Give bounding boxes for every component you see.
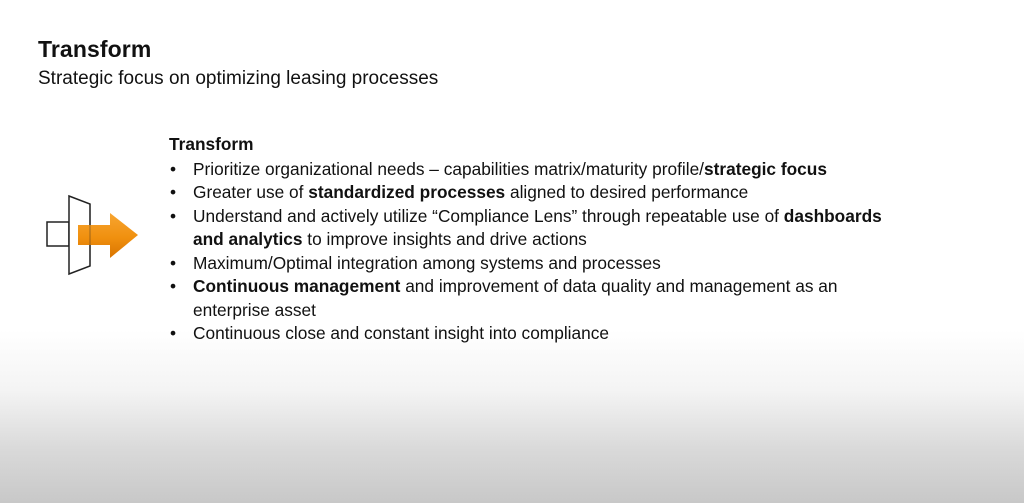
- bullet-marker: •: [170, 158, 177, 179]
- bullet-marker: •: [170, 276, 177, 296]
- content-block: [168, 133, 888, 346]
- list-item: • Prioritize organizational needs – capabilities matrix/maturity profile/strategic focus: [168, 158, 888, 182]
- section-heading: Transform: [169, 134, 254, 154]
- slide-subtitle: Strategic focus on optimizing leasing processes: [38, 68, 439, 89]
- slide-title: Transform: [38, 36, 152, 62]
- list-item: • Continuous management and improvement of data quality and management as an enterprise asset: [170, 276, 838, 320]
- bullet-marker: •: [170, 205, 177, 226]
- list-item: • Understand and actively utilize “Compliance Lens” through repeatable use of dashboards and analytics to improve insights and drive actions: [170, 205, 882, 249]
- transform-arrow-icon: [44, 192, 144, 276]
- bullet-marker: •: [170, 182, 177, 202]
- list-item: • Maximum/Optimal integration among systems and processes: [168, 252, 888, 276]
- list-item: • Greater use of standardized processes aligned to desired performance: [168, 181, 888, 205]
- bullet-marker: •: [170, 323, 177, 343]
- bullet-list: [168, 158, 888, 346]
- list-item: • Continuous close and constant insight into compliance: [168, 322, 888, 346]
- input-box-shape: [47, 222, 69, 246]
- bullet-marker: •: [170, 252, 177, 273]
